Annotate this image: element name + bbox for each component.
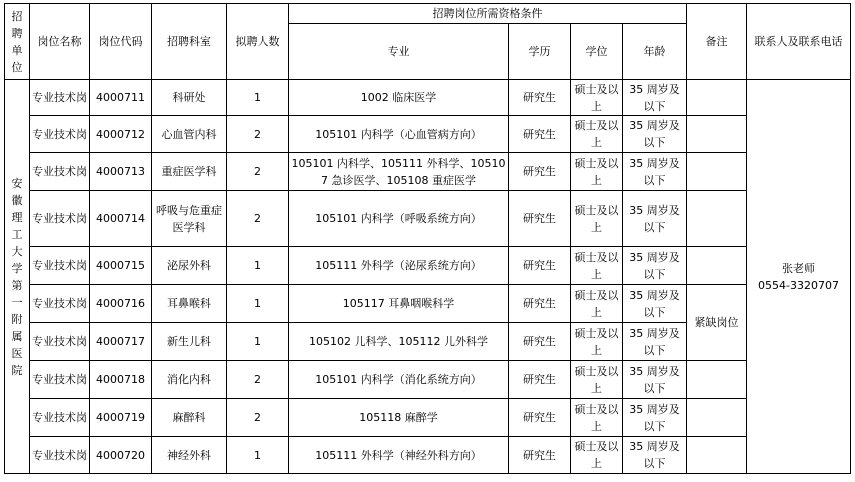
post-cell: 专业技术岗 <box>30 285 90 323</box>
dept-cell: 麻醉科 <box>152 399 227 437</box>
count-cell: 2 <box>227 399 289 437</box>
recruitment-table <box>4 3 851 474</box>
degree-cell: 硕士及以上 <box>571 323 623 361</box>
degree-cell: 硕士及以上 <box>571 247 623 285</box>
table-row <box>5 361 851 399</box>
post-cell: 专业技术岗 <box>30 247 90 285</box>
count-cell: 2 <box>227 191 289 247</box>
edu-cell: 研究生 <box>509 399 571 437</box>
age-cell: 35 周岁及以下 <box>623 437 687 474</box>
contact-name: 张老师 <box>782 261 815 275</box>
age-cell: 35 周岁及以下 <box>623 247 687 285</box>
degree-cell: 硕士及以上 <box>571 153 623 191</box>
remark-cell <box>687 247 747 285</box>
remark-cell <box>687 399 747 437</box>
major-cell: 105101 内科学、105111 外科学、105107 急诊医学、105108 重症医学 <box>289 153 509 191</box>
contact-phone: 0554-3320707 <box>758 278 839 292</box>
major-cell: 105101 内科学（消化系统方向） <box>289 361 509 399</box>
remark-cell <box>687 80 747 116</box>
count-cell: 2 <box>227 116 289 153</box>
remark-cell <box>687 191 747 247</box>
post-cell: 专业技术岗 <box>30 323 90 361</box>
header-row-group <box>5 4 851 24</box>
dept-cell: 泌尿外科 <box>152 247 227 285</box>
age-cell: 35 周岁及以下 <box>623 80 687 116</box>
post-cell: 专业技术岗 <box>30 116 90 153</box>
code-cell: 4000720 <box>90 437 152 474</box>
table-row <box>5 285 851 323</box>
code-cell: 4000715 <box>90 247 152 285</box>
major-cell: 105118 麻醉学 <box>289 399 509 437</box>
degree-cell: 硕士及以上 <box>571 191 623 247</box>
header-remark: 备注 <box>687 4 747 80</box>
degree-cell: 硕士及以上 <box>571 437 623 474</box>
code-cell: 4000711 <box>90 80 152 116</box>
remark-cell <box>687 116 747 153</box>
major-cell: 105111 外科学（神经外科方向） <box>289 437 509 474</box>
header-department: 招聘科室 <box>152 4 227 80</box>
remark-shared-cell: 紧缺岗位 <box>687 285 747 361</box>
edu-cell: 研究生 <box>509 323 571 361</box>
edu-cell: 研究生 <box>509 437 571 474</box>
dept-cell: 重症医学科 <box>152 153 227 191</box>
remark-cell <box>687 361 747 399</box>
count-cell: 1 <box>227 247 289 285</box>
table-row <box>5 80 851 116</box>
contact-cell <box>747 80 851 474</box>
count-cell: 1 <box>227 285 289 323</box>
code-cell: 4000719 <box>90 399 152 437</box>
dept-cell: 消化内科 <box>152 361 227 399</box>
table-row <box>5 191 851 247</box>
header-post-code: 岗位代码 <box>90 4 152 80</box>
count-cell: 1 <box>227 80 289 116</box>
code-cell: 4000718 <box>90 361 152 399</box>
code-cell: 4000716 <box>90 285 152 323</box>
header-degree: 学位 <box>571 24 623 80</box>
dept-cell: 新生儿科 <box>152 323 227 361</box>
header-qualifications: 招聘岗位所需资格条件 <box>289 4 687 24</box>
major-cell: 105101 内科学（呼吸系统方向） <box>289 191 509 247</box>
age-cell: 35 周岁及以下 <box>623 323 687 361</box>
header-major: 专业 <box>289 24 509 80</box>
remark-cell <box>687 437 747 474</box>
remark-cell <box>687 153 747 191</box>
major-cell: 105111 外科学（泌尿系统方向） <box>289 247 509 285</box>
edu-cell: 研究生 <box>509 153 571 191</box>
dept-cell: 呼吸与危重症医学科 <box>152 191 227 247</box>
dept-cell: 神经外科 <box>152 437 227 474</box>
code-cell: 4000713 <box>90 153 152 191</box>
table-row <box>5 116 851 153</box>
dept-cell: 心血管内科 <box>152 116 227 153</box>
age-cell: 35 周岁及以下 <box>623 285 687 323</box>
post-cell: 专业技术岗 <box>30 153 90 191</box>
age-cell: 35 周岁及以下 <box>623 191 687 247</box>
age-cell: 35 周岁及以下 <box>623 116 687 153</box>
major-cell: 105102 儿科学、105112 儿外科学 <box>289 323 509 361</box>
age-cell: 35 周岁及以下 <box>623 361 687 399</box>
age-cell: 35 周岁及以下 <box>623 399 687 437</box>
table-row <box>5 247 851 285</box>
post-cell: 专业技术岗 <box>30 361 90 399</box>
edu-cell: 研究生 <box>509 361 571 399</box>
edu-cell: 研究生 <box>509 80 571 116</box>
code-cell: 4000714 <box>90 191 152 247</box>
table-row <box>5 399 851 437</box>
header-contact: 联系人及联系电话 <box>747 4 851 80</box>
major-cell: 105117 耳鼻咽喉科学 <box>289 285 509 323</box>
header-age: 年龄 <box>623 24 687 80</box>
degree-cell: 硕士及以上 <box>571 361 623 399</box>
header-education: 学历 <box>509 24 571 80</box>
count-cell: 2 <box>227 361 289 399</box>
degree-cell: 硕士及以上 <box>571 285 623 323</box>
header-unit: 招聘单位 <box>5 4 30 80</box>
post-cell: 专业技术岗 <box>30 80 90 116</box>
post-cell: 专业技术岗 <box>30 399 90 437</box>
header-post-name: 岗位名称 <box>30 4 90 80</box>
major-cell: 105101 内科学（心血管病方向） <box>289 116 509 153</box>
edu-cell: 研究生 <box>509 247 571 285</box>
degree-cell: 硕士及以上 <box>571 116 623 153</box>
post-cell: 专业技术岗 <box>30 191 90 247</box>
code-cell: 4000712 <box>90 116 152 153</box>
header-count: 拟聘人数 <box>227 4 289 80</box>
table-row <box>5 153 851 191</box>
edu-cell: 研究生 <box>509 191 571 247</box>
edu-cell: 研究生 <box>509 116 571 153</box>
count-cell: 1 <box>227 323 289 361</box>
degree-cell: 硕士及以上 <box>571 399 623 437</box>
count-cell: 1 <box>227 437 289 474</box>
code-cell: 4000717 <box>90 323 152 361</box>
dept-cell: 耳鼻喉科 <box>152 285 227 323</box>
age-cell: 35 周岁及以下 <box>623 153 687 191</box>
table-row <box>5 437 851 474</box>
count-cell: 2 <box>227 153 289 191</box>
table-body <box>5 4 851 474</box>
unit-name-cell: 安徽理工大学第一附属医院 <box>5 80 30 474</box>
post-cell: 专业技术岗 <box>30 437 90 474</box>
degree-cell: 硕士及以上 <box>571 80 623 116</box>
edu-cell: 研究生 <box>509 285 571 323</box>
major-cell: 1002 临床医学 <box>289 80 509 116</box>
dept-cell: 科研处 <box>152 80 227 116</box>
